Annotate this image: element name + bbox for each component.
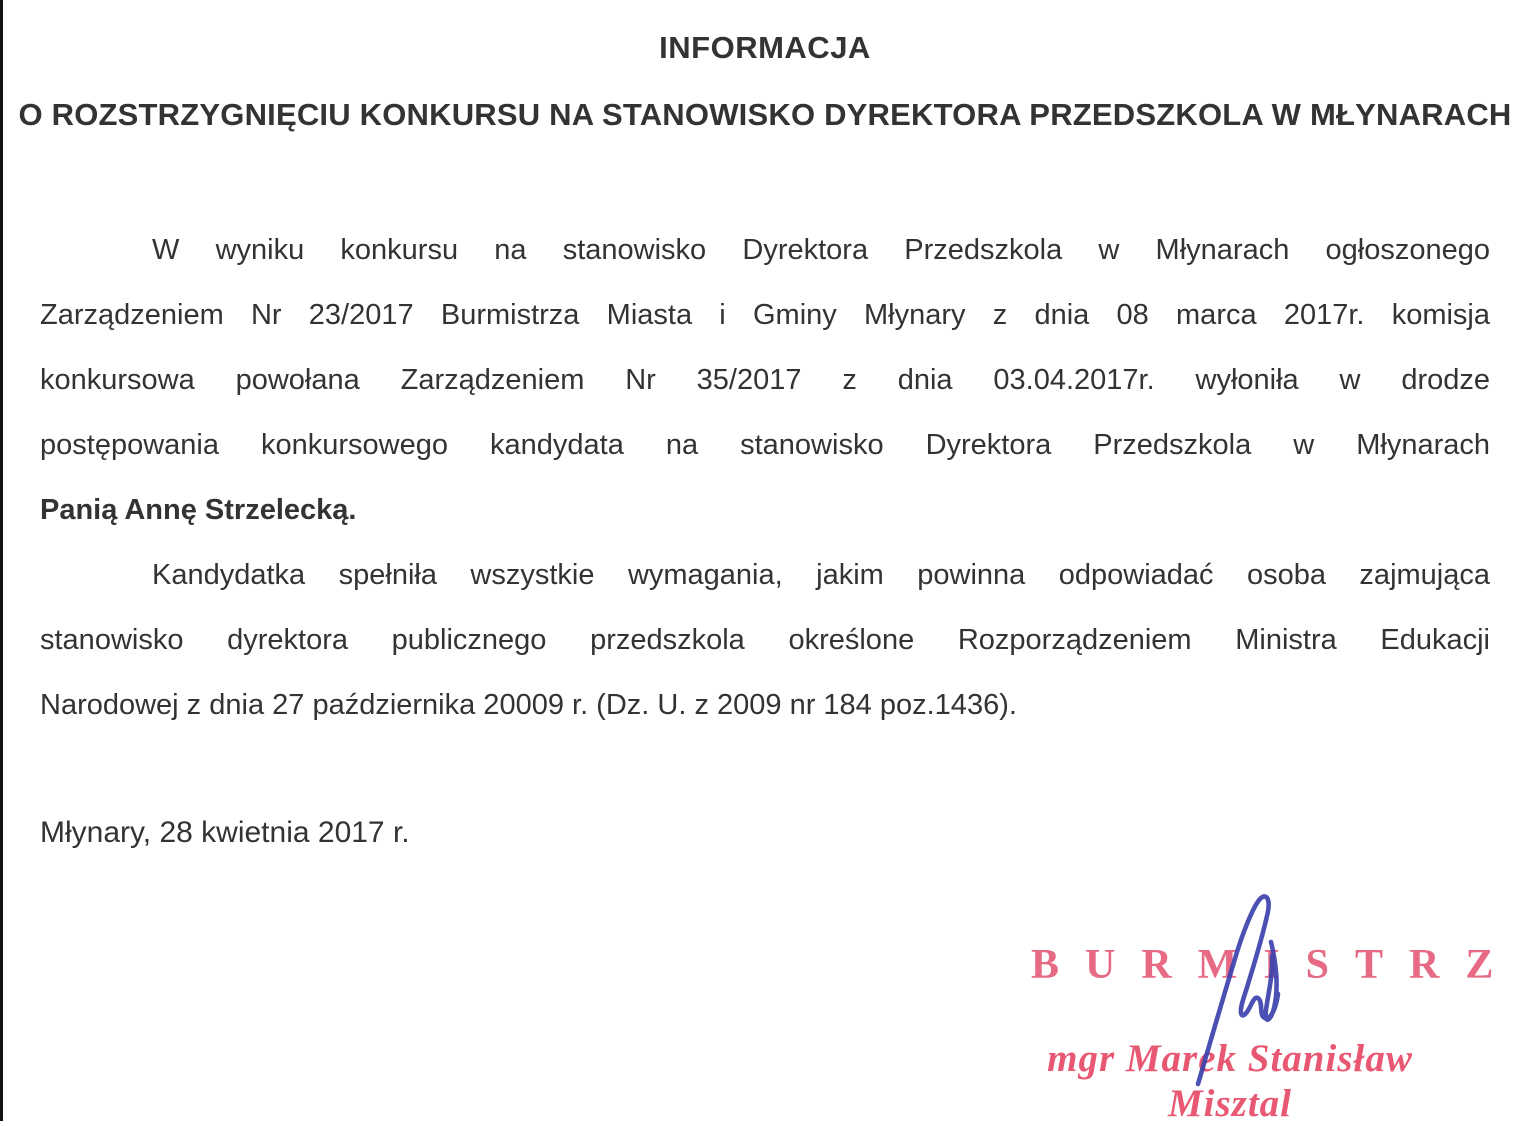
document-body xyxy=(40,218,1490,738)
place-and-date-line: Młynary, 28 kwietnia 2017 r. xyxy=(40,816,410,849)
document-title: INFORMACJA xyxy=(659,30,871,65)
paragraph1-line: W wyniku konkursu na stanowisko Dyrektora Przedszkola w Młynarach ogłoszonego xyxy=(152,234,1490,266)
paragraph2-line: stanowisko dyrektora publicznego przedszkola określone Rozporządzeniem Ministra Edukacji xyxy=(40,624,1490,656)
handwritten-signature xyxy=(1120,858,1340,1090)
mayor-name-stamp-text: mgr Marek Stanisław Misztal xyxy=(1047,1037,1413,1125)
scan-edge-artifact xyxy=(0,0,3,1121)
burmistrz-stamp-text: BURMISTRZ xyxy=(1031,942,1520,988)
paragraph2-last-line: Narodowej z dnia 27 października 20009 r. (Dz. U. z 2009 nr 184 poz.1436). xyxy=(40,689,1017,721)
paragraph1-line: Zarządzeniem Nr 23/2017 Burmistrza Miasta i Gminy Młynary z dnia 08 marca 2017r. komisja xyxy=(40,299,1490,331)
paragraph1-line: postępowania konkursowego kandydata na stanowisko Dyrektora Przedszkola w Młynarach xyxy=(40,429,1490,461)
paragraph2-line: Kandydatka spełniła wszystkie wymagania, jakim powinna odpowiadać osoba zajmująca xyxy=(152,559,1490,591)
paragraph1-emphasis-line: Panią Annę Strzelecką. xyxy=(40,494,357,526)
paragraph1-line: konkursowa powołana Zarządzeniem Nr 35/2017 z dnia 03.04.2017r. wyłoniła w drodze xyxy=(40,364,1490,396)
document-subtitle: O ROZSTRZYGNIĘCIU KONKURSU NA STANOWISKO DYREKTORA PRZEDSZKOLA W MŁYNARACH xyxy=(18,97,1512,132)
